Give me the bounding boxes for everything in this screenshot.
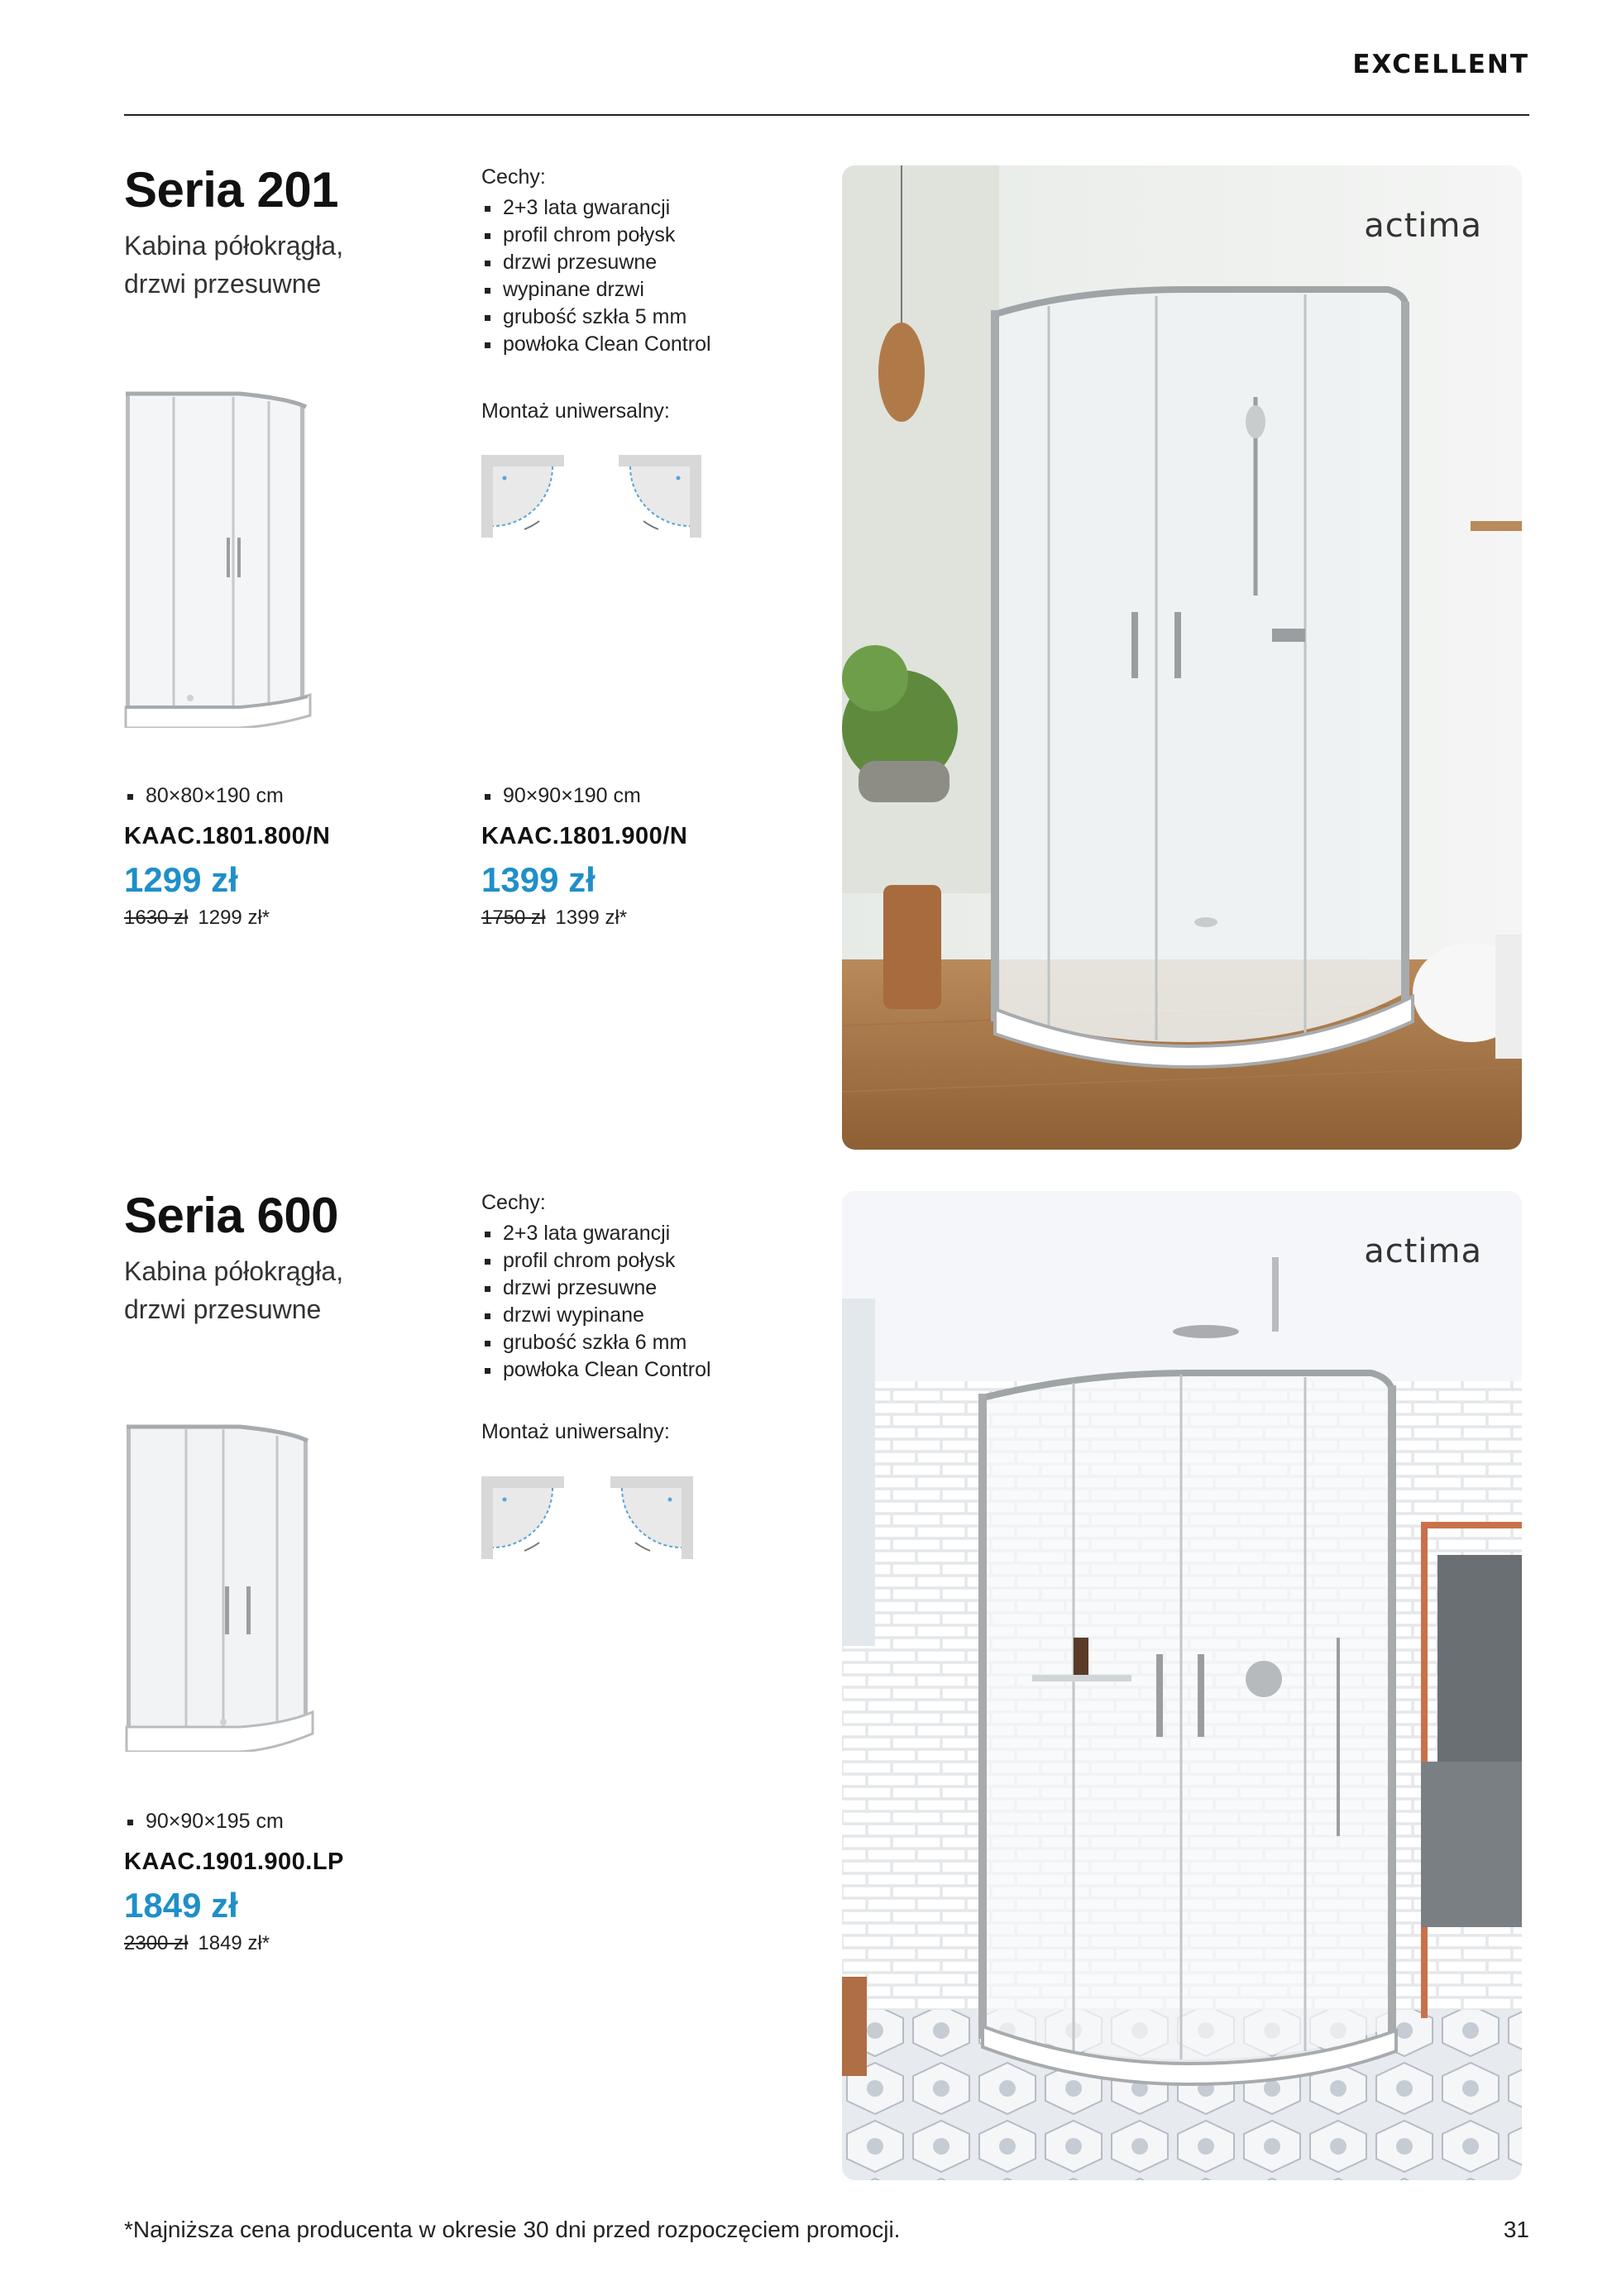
feature-item: 2+3 lata gwarancji — [481, 1220, 829, 1247]
variant-code: KAAC.1801.800/N — [124, 823, 331, 849]
feature-item: grubość szkła 5 mm — [481, 304, 829, 331]
variant-price: 1299 zł — [124, 860, 238, 899]
mount-label: Montaż uniwersalny: — [481, 399, 670, 423]
variant-size: 90×90×190 cm — [481, 784, 687, 808]
section-subtitle: Kabina półokrągła, drzwi przesuwne — [124, 1256, 344, 1324]
features-list — [481, 1191, 829, 1384]
feature-item: drzwi przesuwne — [481, 249, 829, 276]
bathroom-photo — [842, 1191, 1522, 2180]
brand-logo: EXCELLENT — [1352, 50, 1529, 79]
variant-size: 90×90×195 cm — [124, 1810, 344, 1834]
page-number: 31 — [1503, 2217, 1529, 2242]
features-label: Cechy: — [481, 1191, 546, 1214]
section-title: Seria 600 — [124, 1188, 339, 1243]
variant-code: KAAC.1901.900.LP — [124, 1849, 344, 1875]
variant-code: KAAC.1801.900/N — [481, 823, 688, 849]
feature-item: powłoka Clean Control — [481, 1356, 829, 1384]
features-list — [481, 165, 829, 358]
feature-item: grubość szkła 6 mm — [481, 1329, 829, 1356]
variant-price: 1399 zł — [481, 860, 596, 899]
variant-size: 80×80×190 cm — [124, 784, 330, 808]
variant-price: 1849 zł — [124, 1886, 238, 1925]
mount-left-icon — [481, 1476, 564, 1559]
actima-logo: actima — [1364, 1232, 1482, 1270]
section-subtitle: Kabina półokrągła, drzwi przesuwne — [124, 231, 344, 299]
feature-item: profil chrom połysk — [481, 222, 829, 249]
bathroom-scene-image — [842, 1191, 1522, 2180]
bathroom-photo — [842, 165, 1522, 1150]
bathroom-scene-image — [842, 165, 1522, 1150]
mount-right-icon — [619, 455, 701, 538]
mount-right-icon — [610, 1476, 693, 1559]
variant-old-price: 2300 zł 1849 zł* — [124, 1932, 270, 1954]
variant-old-price: 1750 zł 1399 zł* — [481, 906, 628, 929]
footnote: *Najniższa cena producenta w okresie 30 dni przed rozpoczęciem promocji. — [124, 2217, 901, 2242]
variant-90 — [481, 784, 687, 930]
product-section-seria-201 — [0, 162, 1612, 1158]
feature-item: drzwi przesuwne — [481, 1275, 829, 1302]
mount-left-icon — [481, 455, 564, 538]
section-title: Seria 201 — [124, 162, 339, 218]
shower-cabin-product-image — [124, 1421, 318, 1752]
variant-old-price: 1630 zł 1299 zł* — [124, 906, 270, 929]
variant-90 — [124, 1810, 344, 1955]
actima-logo: actima — [1364, 207, 1482, 245]
features-label: Cechy: — [481, 165, 546, 189]
mount-label: Montaż uniwersalny: — [481, 1420, 670, 1443]
feature-item: wypinane drzwi — [481, 276, 829, 304]
variant-80 — [124, 784, 330, 930]
feature-item: 2+3 lata gwarancji — [481, 194, 829, 222]
feature-item: profil chrom połysk — [481, 1247, 829, 1275]
header-divider — [124, 114, 1529, 116]
product-section-seria-600 — [0, 1188, 1612, 2192]
feature-item: powłoka Clean Control — [481, 331, 829, 358]
feature-item: drzwi wypinane — [481, 1302, 829, 1329]
shower-cabin-product-image — [124, 389, 314, 728]
